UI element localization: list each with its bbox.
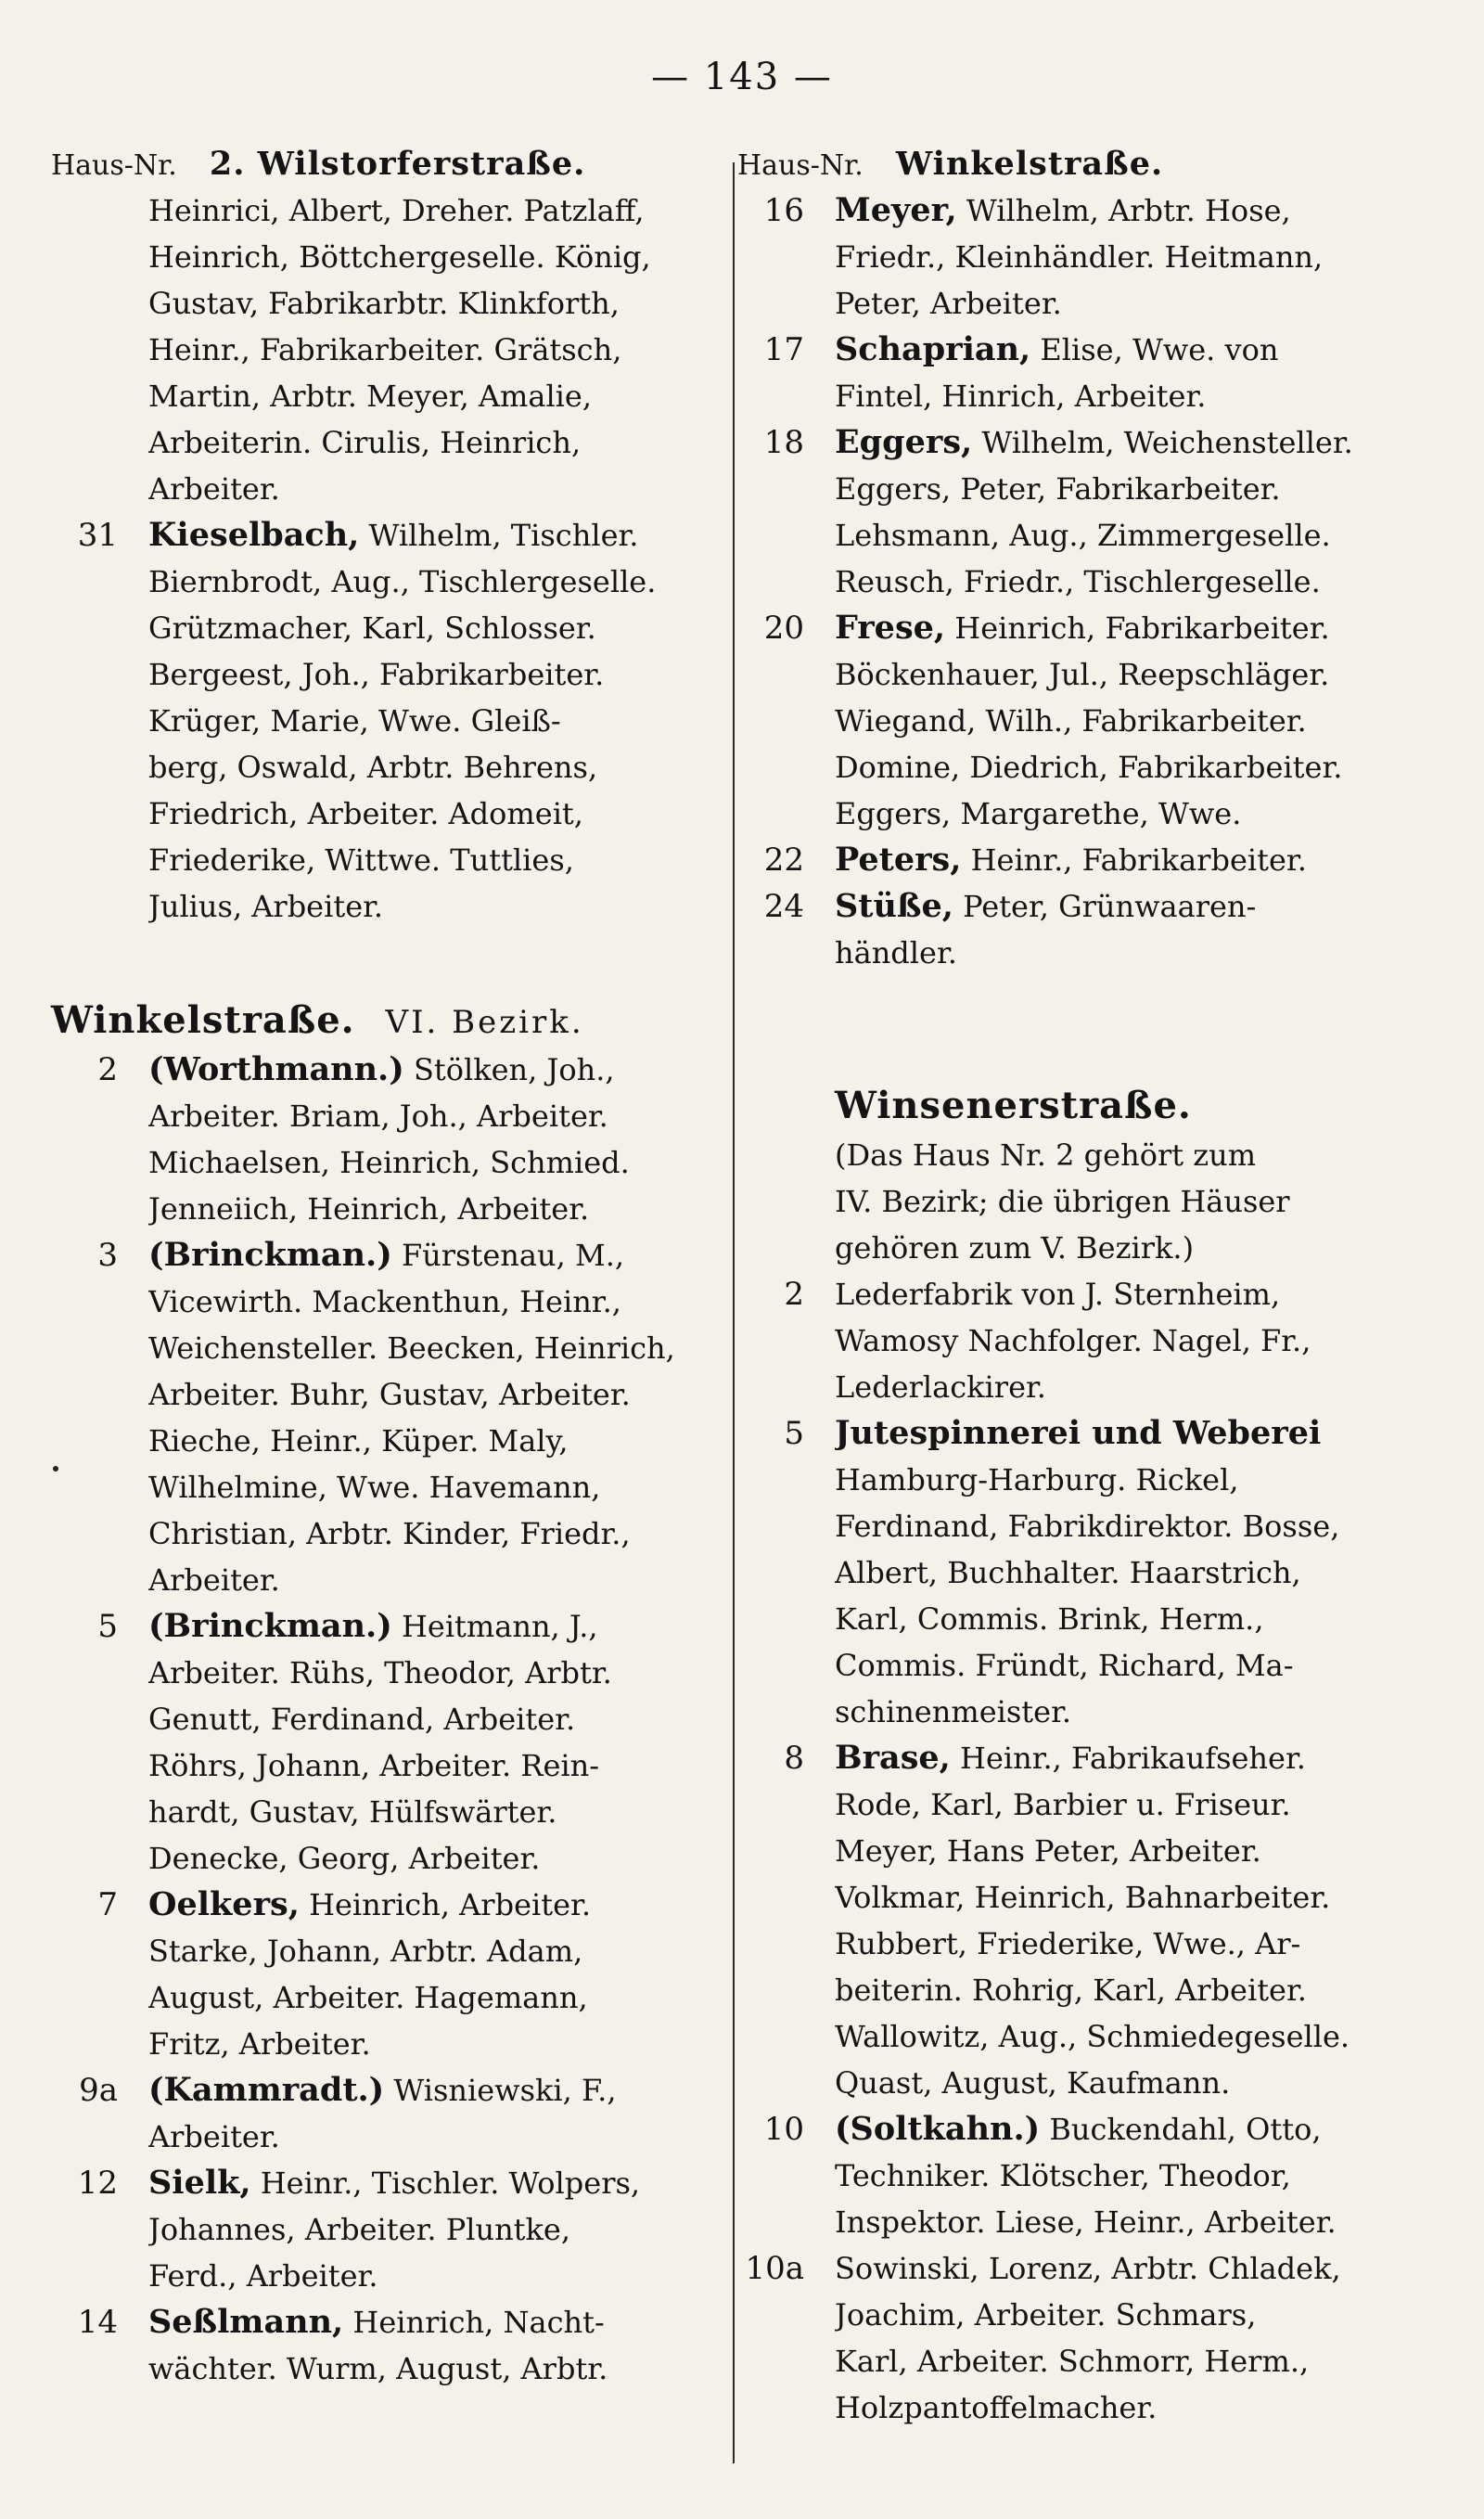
entry-text: Arbeiter. Briam, Joh., Arbeiter. <box>148 1099 608 1134</box>
entry-line <box>835 1503 1428 1549</box>
entry-line <box>148 1557 742 1603</box>
entry-text: Christian, Arbtr. Kinder, Friedr., <box>148 1516 631 1551</box>
address-entry <box>737 605 1428 837</box>
entry-text: Albert, Buchhalter. Haarstrich, <box>835 1555 1301 1590</box>
entry-text: Friedr., Kleinhändler. Heitmann, <box>835 239 1324 275</box>
entry-text: Ferdinand, Fabrikdirektor. Bosse, <box>835 1509 1340 1544</box>
address-entry <box>737 1735 1428 2106</box>
entry-line <box>148 1371 742 1418</box>
address-entry <box>737 327 1428 419</box>
address-entry <box>737 2245 1428 2431</box>
owner-name: Seßlmann, <box>148 2303 344 2341</box>
entry-line <box>835 790 1428 837</box>
address-entry <box>51 2299 742 2392</box>
entry-text: Heinrich, Böttchergeselle. König, <box>148 239 651 275</box>
house-number: 31 <box>77 517 118 554</box>
entry-text: Biernbrodt, Aug., Tischlergeselle. <box>148 564 657 599</box>
entry-text: berg, Oswald, Arbtr. Behrens, <box>148 750 598 785</box>
entry-line <box>835 1781 1428 1828</box>
address-entry <box>737 883 1428 976</box>
section-title-winkelstrasse <box>51 995 742 1047</box>
entry-line <box>148 1974 742 2021</box>
left-top-entries <box>51 187 742 930</box>
entry-text: Martin, Arbtr. Meyer, Amalie, <box>148 379 593 414</box>
entry-text: schinenmeister. <box>835 1694 1072 1729</box>
district-note <box>737 1132 1428 1271</box>
entry-line <box>835 930 1428 976</box>
entry-text: Heinrich, Fabrikarbeiter. <box>945 610 1330 646</box>
entry-line <box>148 605 742 651</box>
entry-line <box>835 744 1428 790</box>
entry-text: Heinrici, Albert, Dreher. Patzlaff, <box>148 193 645 228</box>
address-entry <box>51 2160 742 2299</box>
note-line: (Das Haus Nr. 2 gehört zum <box>835 1137 1257 1173</box>
entry-line <box>148 466 742 512</box>
entry-line <box>835 1596 1428 1642</box>
entry-line <box>148 837 742 883</box>
address-entry <box>51 1603 742 1882</box>
entry-line <box>148 2021 742 2067</box>
entry-line <box>835 2245 1428 2292</box>
address-entry <box>737 419 1428 605</box>
entry-text: Quast, August, Kaufmann. <box>835 2065 1231 2101</box>
entry-text: Commis. Fründt, Richard, Ma- <box>835 1648 1294 1683</box>
entry-line <box>835 2153 1428 2199</box>
entry-line <box>148 419 742 466</box>
entry-text: Heinr., Fabrikaufseher. <box>950 1741 1306 1776</box>
entry-text: Lehsmann, Aug., Zimmergeselle. <box>835 518 1331 553</box>
entry-line <box>148 512 742 559</box>
entry-line <box>148 2114 742 2160</box>
left-header <box>51 141 742 187</box>
entry-text: Arbeiterin. Cirulis, Heinrich, <box>148 425 582 460</box>
entry-text: Stölken, Joh., <box>403 1052 615 1087</box>
entry-line <box>835 419 1428 466</box>
haus-nr-label: Haus-Nr. <box>51 149 177 182</box>
entry-text: Heitmann, J., <box>391 1609 598 1644</box>
note-line: gehören zum V. Bezirk.) <box>835 1230 1195 1266</box>
house-number: 7 <box>97 1886 118 1923</box>
entry-text: wächter. Wurm, August, Arbtr. <box>148 2351 608 2386</box>
entry-line <box>835 651 1428 698</box>
entry-text: Röhrs, Johann, Arbeiter. Rein- <box>148 1748 600 1783</box>
entry-text: Wisniewski, F., <box>384 2073 617 2108</box>
owner-name: Kieselbach, <box>148 516 360 554</box>
entry-text: Wiegand, Wilh., Fabrikarbeiter. <box>835 703 1307 739</box>
entry-text: Arbeiter. Buhr, Gustav, Arbeiter. <box>148 1377 631 1412</box>
entry-line <box>835 2292 1428 2338</box>
house-number: 10a <box>745 2250 804 2287</box>
entry-text: Ferd., Arbeiter. <box>148 2258 378 2294</box>
entry-line <box>148 1835 742 1882</box>
entry-text: Holzpantoffelmacher. <box>835 2390 1158 2425</box>
entry-line <box>148 1882 742 1928</box>
entry-text: Wilhelm, Weichensteller. <box>972 425 1353 460</box>
entry-line <box>835 373 1428 419</box>
address-entry <box>51 512 742 930</box>
entry-text: Buckendahl, Otto, <box>1040 2112 1322 2147</box>
entry-line <box>835 605 1428 651</box>
street-name: 2. Wilstorferstraße. <box>209 145 586 183</box>
entry-text: Joachim, Arbeiter. Schmars, <box>835 2297 1257 2333</box>
entry-line <box>148 187 742 234</box>
house-number: 16 <box>763 192 804 229</box>
entry-line <box>148 790 742 837</box>
entry-text: Hamburg-Harburg. Rickel, <box>835 1462 1239 1497</box>
entry-text: Fritz, Arbeiter. <box>148 2026 371 2062</box>
entry-line <box>148 1464 742 1510</box>
owner-name: Frese, <box>835 609 946 647</box>
entry-text: Arbeiter. <box>148 471 280 507</box>
entry-line <box>148 2253 742 2299</box>
owner-name: Brase, <box>835 1739 951 1777</box>
house-number: 8 <box>784 1740 804 1777</box>
house-number: 17 <box>763 331 804 368</box>
entry-line <box>148 1093 742 1139</box>
address-entry <box>737 1271 1428 1410</box>
section-street: Winkelstraße. <box>51 998 355 1042</box>
entry-line <box>835 2060 1428 2106</box>
entry-line <box>148 1742 742 1789</box>
entry-line <box>835 327 1428 373</box>
entry-text: Heinrich, Arbeiter. <box>299 1887 591 1922</box>
entry-text: Karl, Commis. Brink, Herm., <box>835 1601 1264 1637</box>
entry-text: händler. <box>835 935 957 970</box>
address-entry <box>51 1232 742 1603</box>
street-name: Winkelstraße. <box>895 145 1164 183</box>
entry-line <box>148 1279 742 1325</box>
entry-text: Heinr., Tischler. Wolpers, <box>250 2166 641 2201</box>
left-column <box>51 141 742 2392</box>
entry-line <box>835 234 1428 280</box>
right-header <box>737 141 1428 187</box>
house-number: 3 <box>97 1237 118 1274</box>
entry-text: Julius, Arbeiter. <box>148 889 384 924</box>
entry-text: Denecke, Georg, Arbeiter. <box>148 1841 541 1876</box>
address-entry <box>737 1410 1428 1735</box>
entry-text: Weichensteller. Beecken, Heinrich, <box>148 1330 675 1366</box>
entry-text: Eggers, Margarethe, Wwe. <box>835 796 1242 831</box>
entry-text: Wilhelm, Tischler. <box>359 518 639 553</box>
address-entry <box>737 837 1428 883</box>
entry-text: Friederike, Wittwe. Tuttlies, <box>148 842 574 878</box>
owner-name: (Worthmann.) <box>148 1050 404 1088</box>
entry-text: Genutt, Ferdinand, Arbeiter. <box>148 1702 576 1737</box>
entry-line <box>835 1410 1428 1457</box>
entry-line <box>835 1921 1428 1967</box>
entry-text: Eggers, Peter, Fabrikarbeiter. <box>835 471 1281 507</box>
entry-text: Wilhelmine, Wwe. Havemann, <box>148 1470 601 1505</box>
entry-text: Bergeest, Joh., Fabrikarbeiter. <box>148 657 605 692</box>
house-number: 14 <box>77 2304 118 2341</box>
entry-line <box>835 1549 1428 1596</box>
address-entry <box>737 187 1428 327</box>
entry-text: Rode, Karl, Barbier u. Friseur. <box>835 1787 1291 1822</box>
entry-text: Arbeiter. <box>148 2119 280 2154</box>
owner-name: (Brinckman.) <box>148 1607 392 1645</box>
address-entry <box>737 2106 1428 2245</box>
entry-line <box>835 1689 1428 1735</box>
entry-text: Wilhelm, Arbtr. Hose, <box>956 193 1291 228</box>
address-entry <box>51 2067 742 2160</box>
entry-text: Domine, Diedrich, Fabrikarbeiter. <box>835 750 1343 785</box>
entry-line <box>835 2384 1428 2431</box>
owner-name: Peters, <box>835 841 962 879</box>
entry-line <box>835 837 1428 883</box>
entry-text: Fintel, Hinrich, Arbeiter. <box>835 379 1207 414</box>
entry-line <box>148 1047 742 1093</box>
entry-line <box>148 1603 742 1650</box>
owner-name: Eggers, <box>835 423 973 461</box>
entry-text: Reusch, Friedr., Tischlergeselle. <box>835 564 1321 599</box>
entry-text: Arbeiter. Rühs, Theodor, Arbtr. <box>148 1655 612 1690</box>
house-number: 9a <box>79 2072 118 2109</box>
entry-text: Fürstenau, M., <box>391 1238 625 1273</box>
entry-text: Peter, Arbeiter. <box>835 286 1062 321</box>
entry-text: Volkmar, Heinrich, Bahnarbeiter. <box>835 1880 1331 1915</box>
house-number: 22 <box>763 842 804 879</box>
entry-line <box>835 883 1428 930</box>
entry-text: Wallowitz, Aug., Schmiedegeselle. <box>835 2019 1350 2054</box>
entry-line <box>148 559 742 605</box>
entry-text: Michaelsen, Heinrich, Schmied. <box>148 1145 630 1180</box>
owner-name: Schaprian, <box>835 330 1031 368</box>
entry-line <box>148 698 742 744</box>
entry-line <box>835 187 1428 234</box>
entry-line <box>148 2067 742 2114</box>
entry-text: Karl, Arbeiter. Schmorr, Herm., <box>835 2344 1310 2379</box>
entry-text: Krüger, Marie, Wwe. Gleiß- <box>148 703 561 739</box>
entry-line <box>835 1317 1428 1364</box>
entry-line <box>148 373 742 419</box>
house-number: 24 <box>763 888 804 925</box>
owner-name: Meyer, <box>835 191 957 229</box>
entry-line <box>148 651 742 698</box>
entry-text: Grützmacher, Karl, Schlosser. <box>148 610 596 646</box>
entry-line <box>148 2160 742 2206</box>
entry-text: beiterin. Rohrig, Karl, Arbeiter. <box>835 1973 1307 2008</box>
owner-name: (Kammradt.) <box>148 2071 385 2109</box>
entry-text: Inspektor. Liese, Heinr., Arbeiter. <box>835 2204 1337 2240</box>
owner-name: Stüße, <box>835 887 953 925</box>
left-entries <box>51 1047 742 2392</box>
entry-text: Vicewirth. Mackenthun, Heinr., <box>148 1284 621 1319</box>
entry-line <box>835 466 1428 512</box>
entry-text: Heinr., Fabrikarbeiter. Grätsch, <box>148 332 622 367</box>
right-entries <box>737 1271 1428 2431</box>
entry-line <box>148 1325 742 1371</box>
entry-line <box>148 280 742 327</box>
house-number: 20 <box>763 610 804 647</box>
entry-text: Rieche, Heinr., Küper. Maly, <box>148 1423 569 1459</box>
house-number: 12 <box>77 2165 118 2202</box>
entry-line <box>148 1418 742 1464</box>
owner-name: Jutespinnerei und Weberei <box>835 1414 1322 1452</box>
entry-text: Friedrich, Arbeiter. Adomeit, <box>148 796 583 831</box>
house-number: 5 <box>784 1415 804 1452</box>
house-number: 2 <box>784 1276 804 1313</box>
right-top-entries <box>737 187 1428 976</box>
section-district: VI. Bezirk. <box>385 1004 584 1041</box>
house-number: 18 <box>763 424 804 461</box>
entry-text: Rubbert, Friederike, Wwe., Ar- <box>835 1926 1301 1961</box>
address-entry <box>51 1882 742 2067</box>
owner-name: Sielk, <box>148 2164 251 2202</box>
entry-line <box>148 1789 742 1835</box>
owner-name: Oelkers, <box>148 1885 300 1923</box>
entry-text: Sowinski, Lorenz, Arbtr. Chladek, <box>835 2251 1341 2286</box>
entry-line <box>835 512 1428 559</box>
note-line: IV. Bezirk; die übrigen Häuser <box>835 1184 1290 1219</box>
owner-name: (Soltkahn.) <box>835 2110 1041 2148</box>
entry-line <box>835 2106 1428 2153</box>
entry-line <box>148 883 742 930</box>
entry-text: hardt, Gustav, Hülfswärter. <box>148 1794 557 1830</box>
section-title-winsenerstrasse <box>737 1080 1428 1132</box>
address-entry <box>51 1047 742 1232</box>
entry-text: Jenneiich, Heinrich, Arbeiter. <box>148 1191 590 1227</box>
entry-line <box>835 1457 1428 1503</box>
entry-text: Peter, Grünwaaren- <box>953 889 1257 924</box>
entry-text: August, Arbeiter. Hagemann, <box>148 1980 588 2015</box>
entry-text: Techniker. Klötscher, Theodor, <box>835 2158 1291 2193</box>
entry-line <box>835 2338 1428 2384</box>
entry-line <box>148 1186 742 1232</box>
entry-line <box>835 1874 1428 1921</box>
entry-text: Böckenhauer, Jul., Reepschläger. <box>835 657 1330 692</box>
house-number: 5 <box>97 1608 118 1645</box>
entry-text: Johannes, Arbeiter. Pluntke, <box>148 2212 571 2247</box>
entry-line <box>148 2206 742 2253</box>
owner-name: (Brinckman.) <box>148 1236 392 1274</box>
entry-text: Wamosy Nachfolger. Nagel, Fr., <box>835 1323 1311 1358</box>
house-number: 10 <box>763 2111 804 2148</box>
section-street: Winsenerstraße. <box>835 1084 1192 1127</box>
entry-line <box>148 2299 742 2345</box>
entry-line <box>148 1650 742 1696</box>
entry-line <box>148 744 742 790</box>
house-number: 2 <box>97 1051 118 1088</box>
entry-line <box>835 1967 1428 2013</box>
entry-line <box>835 1642 1428 1689</box>
haus-nr-label: Haus-Nr. <box>737 149 864 182</box>
entry-line <box>148 327 742 373</box>
entry-text: Starke, Johann, Arbtr. Adam, <box>148 1934 583 1969</box>
entry-line <box>835 1828 1428 1874</box>
entry-line <box>835 1364 1428 1410</box>
entry-line <box>835 2013 1428 2060</box>
entry-text: Arbeiter. <box>148 1562 280 1598</box>
right-column <box>737 141 1428 2431</box>
entry-text: Gustav, Fabrikarbtr. Klinkforth, <box>148 286 620 321</box>
entry-text: Elise, Wwe. von <box>1030 332 1279 367</box>
entry-line <box>835 1735 1428 1781</box>
entry-line <box>148 1928 742 1974</box>
entry-line <box>835 1271 1428 1317</box>
entry-line <box>835 559 1428 605</box>
entry-line <box>835 280 1428 327</box>
entry-text: Lederfabrik von J. Sternheim, <box>835 1277 1281 1312</box>
entry-line <box>148 1232 742 1279</box>
entry-text: Heinrich, Nacht- <box>343 2305 605 2340</box>
entry-line <box>148 1696 742 1742</box>
entry-line <box>148 234 742 280</box>
entry-line <box>835 698 1428 744</box>
entry-text: Lederlackirer. <box>835 1369 1046 1405</box>
entry-line <box>148 1139 742 1186</box>
entry-text: Meyer, Hans Peter, Arbeiter. <box>835 1833 1261 1869</box>
entry-line <box>835 2199 1428 2245</box>
page-number: — 143 — <box>651 56 833 98</box>
address-entry <box>51 187 742 512</box>
entry-text: Heinr., Fabrikarbeiter. <box>961 842 1307 878</box>
entry-line <box>148 1510 742 1557</box>
entry-line <box>148 2345 742 2392</box>
